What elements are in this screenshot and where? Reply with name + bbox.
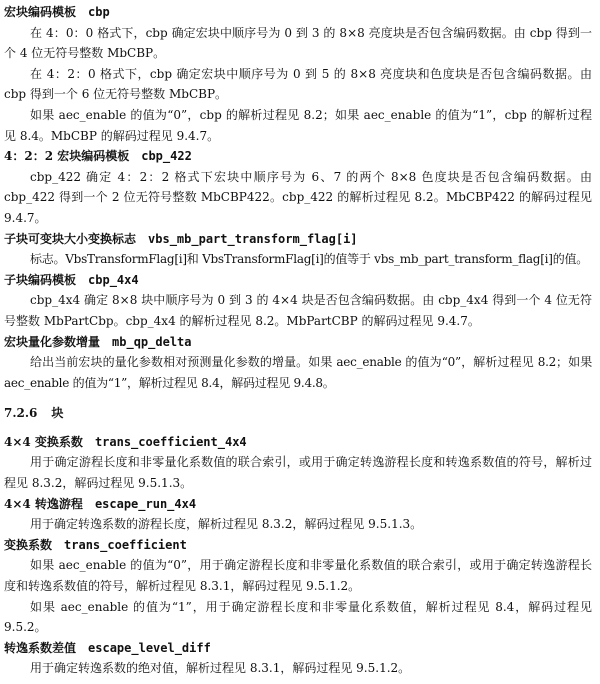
paragraph: 标志。VbsTransformFlag[i]和 VbsTransformFlag[i]的值等于 vbs_mb_part_transform_flag[i]的值。 [30,252,588,267]
paragraph: 用于确定转逸系数的游程长度，解析过程见 8.3.2，解码过程见 9.5.1.3。 [30,517,423,532]
paragraph: 如果 aec_enable 的值为“0”，用于确定游程长度和非零量化系数值的联合索引，或用于确定转逸游程长度和转逸系数值的符号，解析过程见 8.3.1，解码过程见 9.5.1.2。 [4,558,592,594]
syntax-heading-trans-coefficient [4,535,592,556]
syntax-heading-cbp-422 [4,146,592,167]
syntax-heading-escape-level-diff [4,638,592,659]
heading-en: vbs_mb_part_transform_flag[i] [148,231,358,246]
syntax-heading-cbp-4x4 [4,270,592,291]
heading-en: mb_qp_delta [112,334,192,349]
syntax-heading-trans-coefficient-4x4 [4,432,592,453]
paragraph: 在 4：0：0 格式下，cbp 确定宏块中顺序号为 0 到 3 的 8×8 亮度块是否包含编码数据。由 cbp 得到一个 4 位无符号整数 MbCBP。 [4,25,592,61]
paragraph: cbp_422 确定 4：2：2 格式下宏块中顺序号为 6、7 的两个 8×8 色度块是否包含编码数据。由 cbp_422 得到一个 2 位无符号整数 MbCBP422。cbp_422 的解析过程见 8.2。MbCBP422 的解码过程见 9.4.7。 [4,169,592,225]
heading-en: cbp_422 [141,149,192,164]
syntax-heading-cbp [4,2,592,23]
heading-en: escape_run_4x4 [94,496,197,511]
heading-en: escape_level_diff [88,640,211,655]
heading-en: trans_coefficient_4x4 [94,434,247,449]
heading-en: cbp [88,5,110,19]
heading-zh: 4×4 变换系数 [4,434,83,449]
heading-zh: 宏块编码模板 [4,5,77,19]
paragraph: 用于确定游程长度和非零量化系数值的联合索引，或用于确定转逸游程长度和转逸系数值的符号，解析过程见 8.3.2，解码过程见 9.5.1.3。 [4,455,592,491]
section-number: 7.2.6 [4,406,38,421]
heading-en: trans_coefficient [64,537,187,552]
paragraph: 如果 aec_enable 的值为“1”，用于确定游程长度和非零量化系数值，解析过程见 8.4，解码过程见 9.5.2。 [4,599,592,635]
paragraph: 如果 aec_enable 的值为“0”，cbp 的解析过程见 8.2；如果 aec_enable 的值为“1”，cbp 的解析过程见 8.4。MbCBP 的解码过程见 9.4.7。 [4,107,592,143]
heading-zh: 子块可变块大小变换标志 [4,231,137,246]
paragraph: 用于确定转逸系数的绝对值，解析过程见 8.3.1，解码过程见 9.5.1.2。 [30,661,411,676]
paragraph: cbp_4x4 确定 8×8 块中顺序号为 0 到 3 的 4×4 块是否包含编码数据。由 cbp_4x4 得到一个 4 位无符号整数 MbPartCbp。cbp_4x4 的解析过程见 8.2。MbPartCBP 的解码过程见 9.4.7。 [4,293,592,328]
heading-zh: 变换系数 [4,537,53,552]
heading-zh: 4：2：2 宏块编码模板 [4,149,130,164]
heading-en: cbp_4x4 [88,272,139,287]
syntax-heading-mb-qp-delta [4,332,592,353]
section-heading-7-2-6 [4,403,592,424]
paragraph: 给出当前宏块的量化参数相对预测量化参数的增量。如果 aec_enable 的值为“0”，解析过程见 8.2；如果 aec_enable 的值为“1”，解析过程见 8.4，解码过程见 9.4.8。 [4,355,592,390]
heading-zh: 宏块量化参数增量 [4,334,101,349]
section-title: 块 [51,406,64,421]
heading-zh: 子块编码模板 [4,272,77,287]
syntax-heading-vbs-flag [4,229,592,250]
heading-zh: 转逸系数差值 [4,640,77,655]
syntax-heading-escape-run-4x4 [4,494,592,515]
paragraph: 在 4：2：0 格式下，cbp 确定宏块中顺序号为 0 到 5 的 8×8 亮度块和色度块是否包含编码数据。由 cbp 得到一个 6 位无符号整数 MbCBP。 [4,66,592,102]
heading-zh: 4×4 转逸游程 [4,496,83,511]
